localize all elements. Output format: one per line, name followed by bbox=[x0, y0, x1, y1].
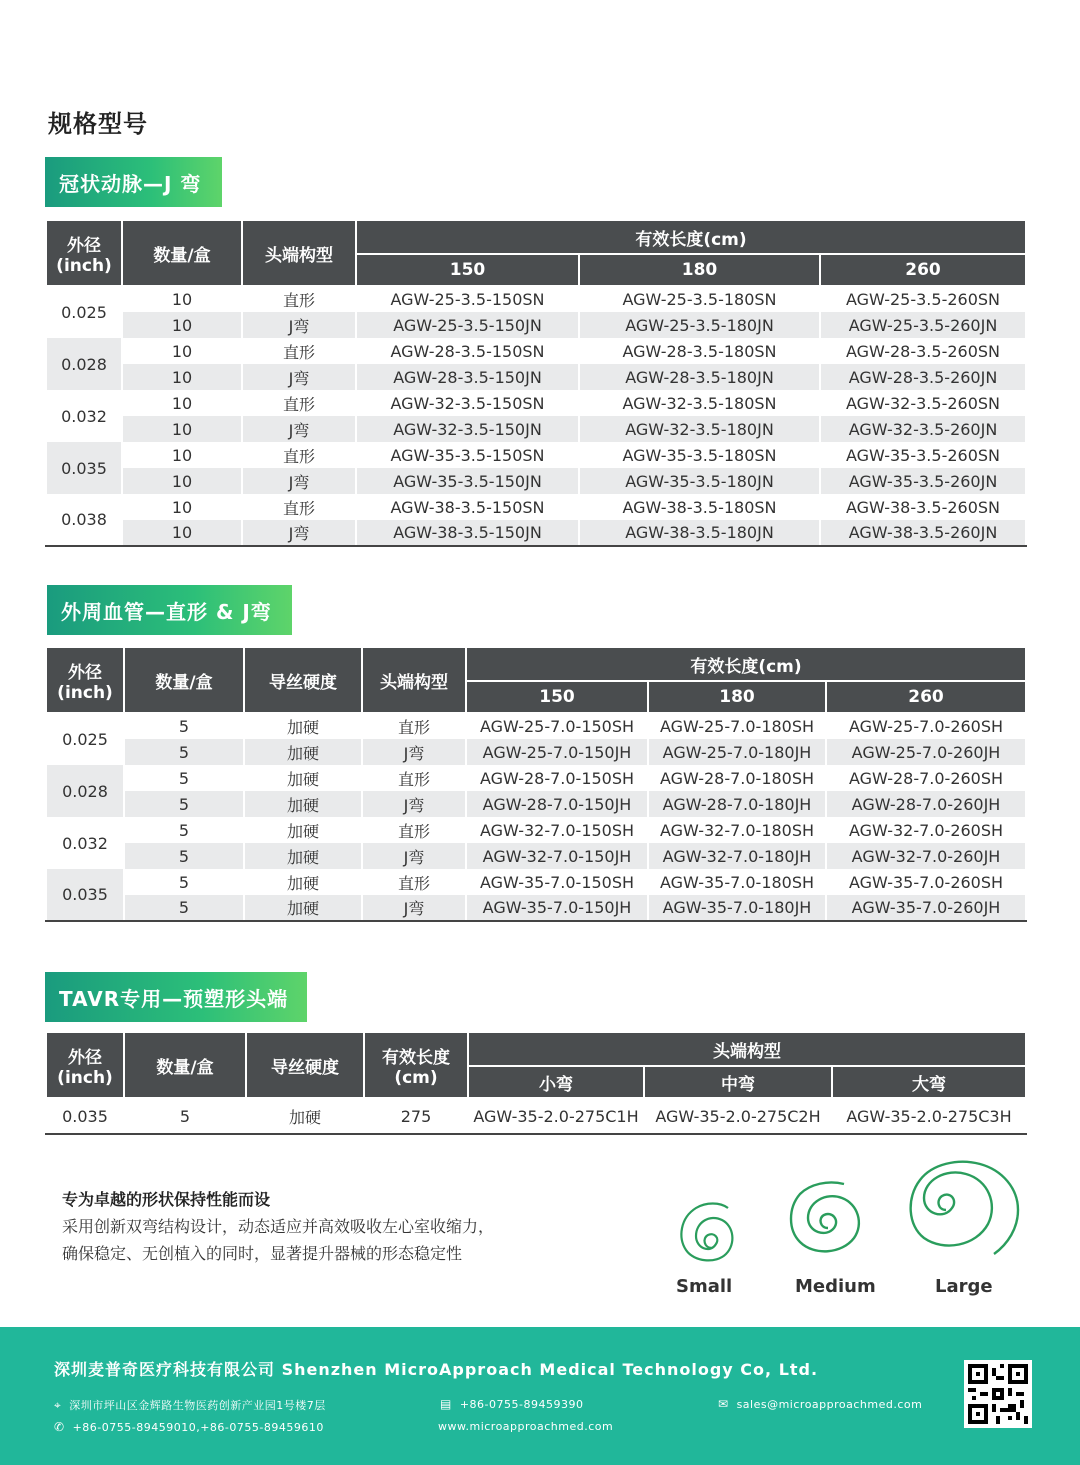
cell-tip: 直形 bbox=[362, 817, 466, 843]
header-length-260: 260 bbox=[826, 681, 1026, 713]
header-stiffness: 导丝硬度 bbox=[244, 647, 362, 713]
cell-model: AGW-25-3.5-180JN bbox=[579, 312, 820, 338]
cell-od: 0.032 bbox=[46, 390, 122, 442]
cell-tip: J弯 bbox=[242, 416, 356, 442]
cell-tip: J弯 bbox=[362, 895, 466, 921]
cell-model: AGW-28-7.0-180SH bbox=[648, 765, 826, 791]
cell-model: AGW-28-3.5-180SN bbox=[579, 338, 820, 364]
cell-qty: 5 bbox=[124, 817, 244, 843]
cell-qty: 5 bbox=[124, 869, 244, 895]
cell-model: AGW-32-7.0-260SH bbox=[826, 817, 1026, 843]
header-length-150: 150 bbox=[466, 681, 648, 713]
cell-tip: 直形 bbox=[362, 765, 466, 791]
cell-model: AGW-25-7.0-180JH bbox=[648, 739, 826, 765]
fax-icon: ▤ bbox=[440, 1397, 452, 1411]
peripheral-spec-table bbox=[45, 646, 1027, 922]
footer bbox=[0, 1327, 1080, 1465]
header-length: 有效长度 (cm) bbox=[364, 1032, 468, 1098]
coil-small-icon bbox=[676, 1196, 748, 1274]
email[interactable]: sales@microapproachmed.com bbox=[736, 1397, 923, 1411]
cell-tip: 直形 bbox=[362, 713, 466, 739]
header-length: 有效长度(cm) bbox=[356, 220, 1026, 254]
cell-qty: 10 bbox=[122, 442, 242, 468]
website[interactable]: www.microapproachmed.com bbox=[438, 1420, 614, 1433]
coil-label-medium: Medium bbox=[795, 1276, 876, 1297]
cell-qty: 5 bbox=[124, 791, 244, 817]
table-row bbox=[46, 312, 1026, 338]
cell-model: AGW-32-3.5-260JN bbox=[820, 416, 1026, 442]
cell-qty: 10 bbox=[122, 286, 242, 312]
cell-model: AGW-25-7.0-180SH bbox=[648, 713, 826, 739]
cell-qty: 10 bbox=[122, 312, 242, 338]
header-od: 外径 (inch) bbox=[46, 647, 124, 713]
table-row bbox=[46, 713, 1026, 739]
page-title: 规格型号 bbox=[48, 110, 148, 138]
cell-qty: 5 bbox=[124, 765, 244, 791]
cell-model: AGW-25-3.5-150SN bbox=[356, 286, 579, 312]
cell-model: AGW-35-7.0-180JH bbox=[648, 895, 826, 921]
cell-model: AGW-35-3.5-150JN bbox=[356, 468, 579, 494]
cell-model: AGW-25-3.5-180SN bbox=[579, 286, 820, 312]
cell-od: 0.028 bbox=[46, 338, 122, 390]
cell-model: AGW-35-2.0-275C1H bbox=[468, 1098, 644, 1134]
cell-model: AGW-25-7.0-150SH bbox=[466, 713, 648, 739]
mail-icon: ✉ bbox=[718, 1397, 729, 1411]
cell-model: AGW-35-2.0-275C3H bbox=[832, 1098, 1026, 1134]
cell-tip: J弯 bbox=[242, 468, 356, 494]
cell-model: AGW-25-3.5-150JN bbox=[356, 312, 579, 338]
cell-tip: 直形 bbox=[242, 494, 356, 520]
cell-model: AGW-32-7.0-150JH bbox=[466, 843, 648, 869]
cell-stiffness: 加硬 bbox=[244, 739, 362, 765]
cell-stiffness: 加硬 bbox=[246, 1098, 364, 1134]
table-row bbox=[46, 286, 1026, 312]
cell-model: AGW-32-3.5-150JN bbox=[356, 416, 579, 442]
cell-model: AGW-32-7.0-260JH bbox=[826, 843, 1026, 869]
cell-qty: 10 bbox=[122, 338, 242, 364]
section-tag-tavr: TAVR专用—预塑形头端 bbox=[45, 972, 307, 1022]
coil-medium-icon bbox=[784, 1178, 884, 1274]
cell-stiffness: 加硬 bbox=[244, 713, 362, 739]
cell-model: AGW-28-3.5-150JN bbox=[356, 364, 579, 390]
cell-model: AGW-35-3.5-180SN bbox=[579, 442, 820, 468]
cell-tip: 直形 bbox=[242, 442, 356, 468]
address-line bbox=[54, 1397, 326, 1413]
header-length-180: 180 bbox=[648, 681, 826, 713]
cell-model: AGW-35-3.5-180JN bbox=[579, 468, 820, 494]
company-name: 深圳麦普奇医疗科技有限公司 Shenzhen MicroApproach Medical Technology Co, Ltd. bbox=[54, 1360, 819, 1379]
cell-model: AGW-28-7.0-180JH bbox=[648, 791, 826, 817]
coil-label-large: Large bbox=[935, 1276, 993, 1297]
cell-model: AGW-28-7.0-150SH bbox=[466, 765, 648, 791]
header-tip-large: 大弯 bbox=[832, 1066, 1026, 1098]
cell-tip: J弯 bbox=[242, 364, 356, 390]
table-row bbox=[46, 869, 1026, 895]
table-row bbox=[46, 494, 1026, 520]
cell-model: AGW-25-3.5-260SN bbox=[820, 286, 1026, 312]
cell-qty: 10 bbox=[122, 468, 242, 494]
cell-model: AGW-35-7.0-260JH bbox=[826, 895, 1026, 921]
table-row bbox=[46, 895, 1026, 921]
table-row bbox=[46, 364, 1026, 390]
table-row bbox=[46, 765, 1026, 791]
table-row bbox=[46, 390, 1026, 416]
cell-model: AGW-38-3.5-180JN bbox=[579, 520, 820, 546]
header-length: 有效长度(cm) bbox=[466, 647, 1026, 681]
cell-od: 0.035 bbox=[46, 442, 122, 494]
cell-tip: J弯 bbox=[242, 520, 356, 546]
coil-label-small: Small bbox=[676, 1276, 733, 1297]
cell-tip: J弯 bbox=[242, 312, 356, 338]
table-row bbox=[46, 1098, 1026, 1134]
cell-model: AGW-28-3.5-260SN bbox=[820, 338, 1026, 364]
cell-model: AGW-35-2.0-275C2H bbox=[644, 1098, 832, 1134]
cell-stiffness: 加硬 bbox=[244, 869, 362, 895]
coronary-spec-table bbox=[45, 219, 1027, 547]
table-row bbox=[46, 739, 1026, 765]
cell-stiffness: 加硬 bbox=[244, 817, 362, 843]
cell-qty: 10 bbox=[122, 390, 242, 416]
table-row bbox=[46, 520, 1026, 546]
cell-model: AGW-25-7.0-150JH bbox=[466, 739, 648, 765]
feature-line: 采用创新双弯结构设计，动态适应并高效吸收左心室收缩力， bbox=[62, 1217, 495, 1236]
location-icon: ⌖ bbox=[54, 1397, 62, 1412]
cell-od: 0.025 bbox=[46, 286, 122, 338]
cell-stiffness: 加硬 bbox=[244, 791, 362, 817]
cell-model: AGW-35-7.0-180SH bbox=[648, 869, 826, 895]
cell-model: AGW-38-3.5-180SN bbox=[579, 494, 820, 520]
section-tag-coronary: 冠状动脉—J 弯 bbox=[45, 157, 222, 207]
cell-model: AGW-35-3.5-260JN bbox=[820, 468, 1026, 494]
cell-qty: 10 bbox=[122, 416, 242, 442]
cell-model: AGW-32-3.5-180SN bbox=[579, 390, 820, 416]
fax: +86-0755-89459390 bbox=[459, 1397, 584, 1411]
cell-model: AGW-35-3.5-150SN bbox=[356, 442, 579, 468]
cell-qty: 5 bbox=[124, 739, 244, 765]
cell-model: AGW-35-7.0-150JH bbox=[466, 895, 648, 921]
feature-description bbox=[62, 1186, 494, 1267]
cell-od: 0.032 bbox=[46, 817, 124, 869]
cell-od: 0.025 bbox=[46, 713, 124, 765]
table-row bbox=[46, 468, 1026, 494]
table-row bbox=[46, 791, 1026, 817]
header-od: 外径 (inch) bbox=[46, 1032, 124, 1098]
header-length-150: 150 bbox=[356, 254, 579, 286]
header-stiffness: 导丝硬度 bbox=[246, 1032, 364, 1098]
cell-qty: 5 bbox=[124, 1098, 246, 1134]
cell-model: AGW-32-3.5-180JN bbox=[579, 416, 820, 442]
cell-od: 0.028 bbox=[46, 765, 124, 817]
cell-qty: 5 bbox=[124, 895, 244, 921]
cell-qty: 10 bbox=[122, 364, 242, 390]
cell-od: 0.035 bbox=[46, 1098, 124, 1134]
cell-model: AGW-32-3.5-260SN bbox=[820, 390, 1026, 416]
header-tip-small: 小弯 bbox=[468, 1066, 644, 1098]
cell-model: AGW-38-3.5-150SN bbox=[356, 494, 579, 520]
cell-model: AGW-32-7.0-150SH bbox=[466, 817, 648, 843]
coil-large-icon bbox=[902, 1158, 1024, 1272]
cell-model: AGW-25-3.5-260JN bbox=[820, 312, 1026, 338]
phone-icon: ✆ bbox=[54, 1420, 65, 1434]
cell-length: 275 bbox=[364, 1098, 468, 1134]
cell-model: AGW-28-7.0-260SH bbox=[826, 765, 1026, 791]
header-tip-medium: 中弯 bbox=[644, 1066, 832, 1098]
header-tip: 头端构型 bbox=[362, 647, 466, 713]
cell-stiffness: 加硬 bbox=[244, 895, 362, 921]
cell-tip: J弯 bbox=[362, 739, 466, 765]
header-length-180: 180 bbox=[579, 254, 820, 286]
feature-line: 确保稳定、无创植入的同时，显著提升器械的形态稳定性 bbox=[62, 1244, 463, 1263]
header-qty: 数量/盒 bbox=[124, 1032, 246, 1098]
cell-model: AGW-32-7.0-180JH bbox=[648, 843, 826, 869]
header-length-260: 260 bbox=[820, 254, 1026, 286]
cell-qty: 5 bbox=[124, 843, 244, 869]
cell-qty: 10 bbox=[122, 520, 242, 546]
cell-model: AGW-28-7.0-260JH bbox=[826, 791, 1026, 817]
cell-model: AGW-28-3.5-260JN bbox=[820, 364, 1026, 390]
cell-model: AGW-32-3.5-150SN bbox=[356, 390, 579, 416]
cell-tip: 直形 bbox=[242, 390, 356, 416]
email-line bbox=[718, 1397, 922, 1411]
table-row bbox=[46, 843, 1026, 869]
cell-model: AGW-25-7.0-260SH bbox=[826, 713, 1026, 739]
address: 深圳市坪山区金辉路生物医药创新产业园1号楼7层 bbox=[69, 1399, 326, 1412]
cell-od: 0.035 bbox=[46, 869, 124, 921]
table-row bbox=[46, 442, 1026, 468]
cell-model: AGW-35-7.0-150SH bbox=[466, 869, 648, 895]
phone-line bbox=[54, 1420, 324, 1434]
cell-model: AGW-28-3.5-150SN bbox=[356, 338, 579, 364]
cell-stiffness: 加硬 bbox=[244, 843, 362, 869]
cell-stiffness: 加硬 bbox=[244, 765, 362, 791]
header-tip: 头端构型 bbox=[242, 220, 356, 286]
feature-lead: 专为卓越的形状保持性能而设 bbox=[62, 1190, 271, 1209]
cell-model: AGW-38-3.5-150JN bbox=[356, 520, 579, 546]
table-row bbox=[46, 338, 1026, 364]
cell-od: 0.038 bbox=[46, 494, 122, 546]
header-qty: 数量/盒 bbox=[124, 647, 244, 713]
header-qty: 数量/盒 bbox=[122, 220, 242, 286]
cell-model: AGW-28-3.5-180JN bbox=[579, 364, 820, 390]
cell-qty: 10 bbox=[122, 494, 242, 520]
header-od: 外径 (inch) bbox=[46, 220, 122, 286]
cell-model: AGW-38-3.5-260JN bbox=[820, 520, 1026, 546]
cell-tip: J弯 bbox=[362, 791, 466, 817]
table-row bbox=[46, 817, 1026, 843]
phones: +86-0755-89459010,+86-0755-89459610 bbox=[72, 1420, 324, 1434]
section-tag-peripheral: 外周血管—直形 & J弯 bbox=[47, 585, 292, 635]
cell-model: AGW-25-7.0-260JH bbox=[826, 739, 1026, 765]
fax-line bbox=[440, 1397, 583, 1411]
cell-tip: 直形 bbox=[242, 338, 356, 364]
table-row bbox=[46, 416, 1026, 442]
cell-tip: J弯 bbox=[362, 843, 466, 869]
cell-tip: 直形 bbox=[242, 286, 356, 312]
cell-model: AGW-32-7.0-180SH bbox=[648, 817, 826, 843]
cell-model: AGW-35-7.0-260SH bbox=[826, 869, 1026, 895]
website-line bbox=[438, 1420, 613, 1433]
cell-model: AGW-28-7.0-150JH bbox=[466, 791, 648, 817]
tavr-spec-table bbox=[45, 1031, 1027, 1135]
cell-model: AGW-38-3.5-260SN bbox=[820, 494, 1026, 520]
cell-qty: 5 bbox=[124, 713, 244, 739]
qr-code-icon bbox=[964, 1360, 1032, 1428]
cell-model: AGW-35-3.5-260SN bbox=[820, 442, 1026, 468]
header-tip: 头端构型 bbox=[468, 1032, 1026, 1066]
cell-tip: 直形 bbox=[362, 869, 466, 895]
